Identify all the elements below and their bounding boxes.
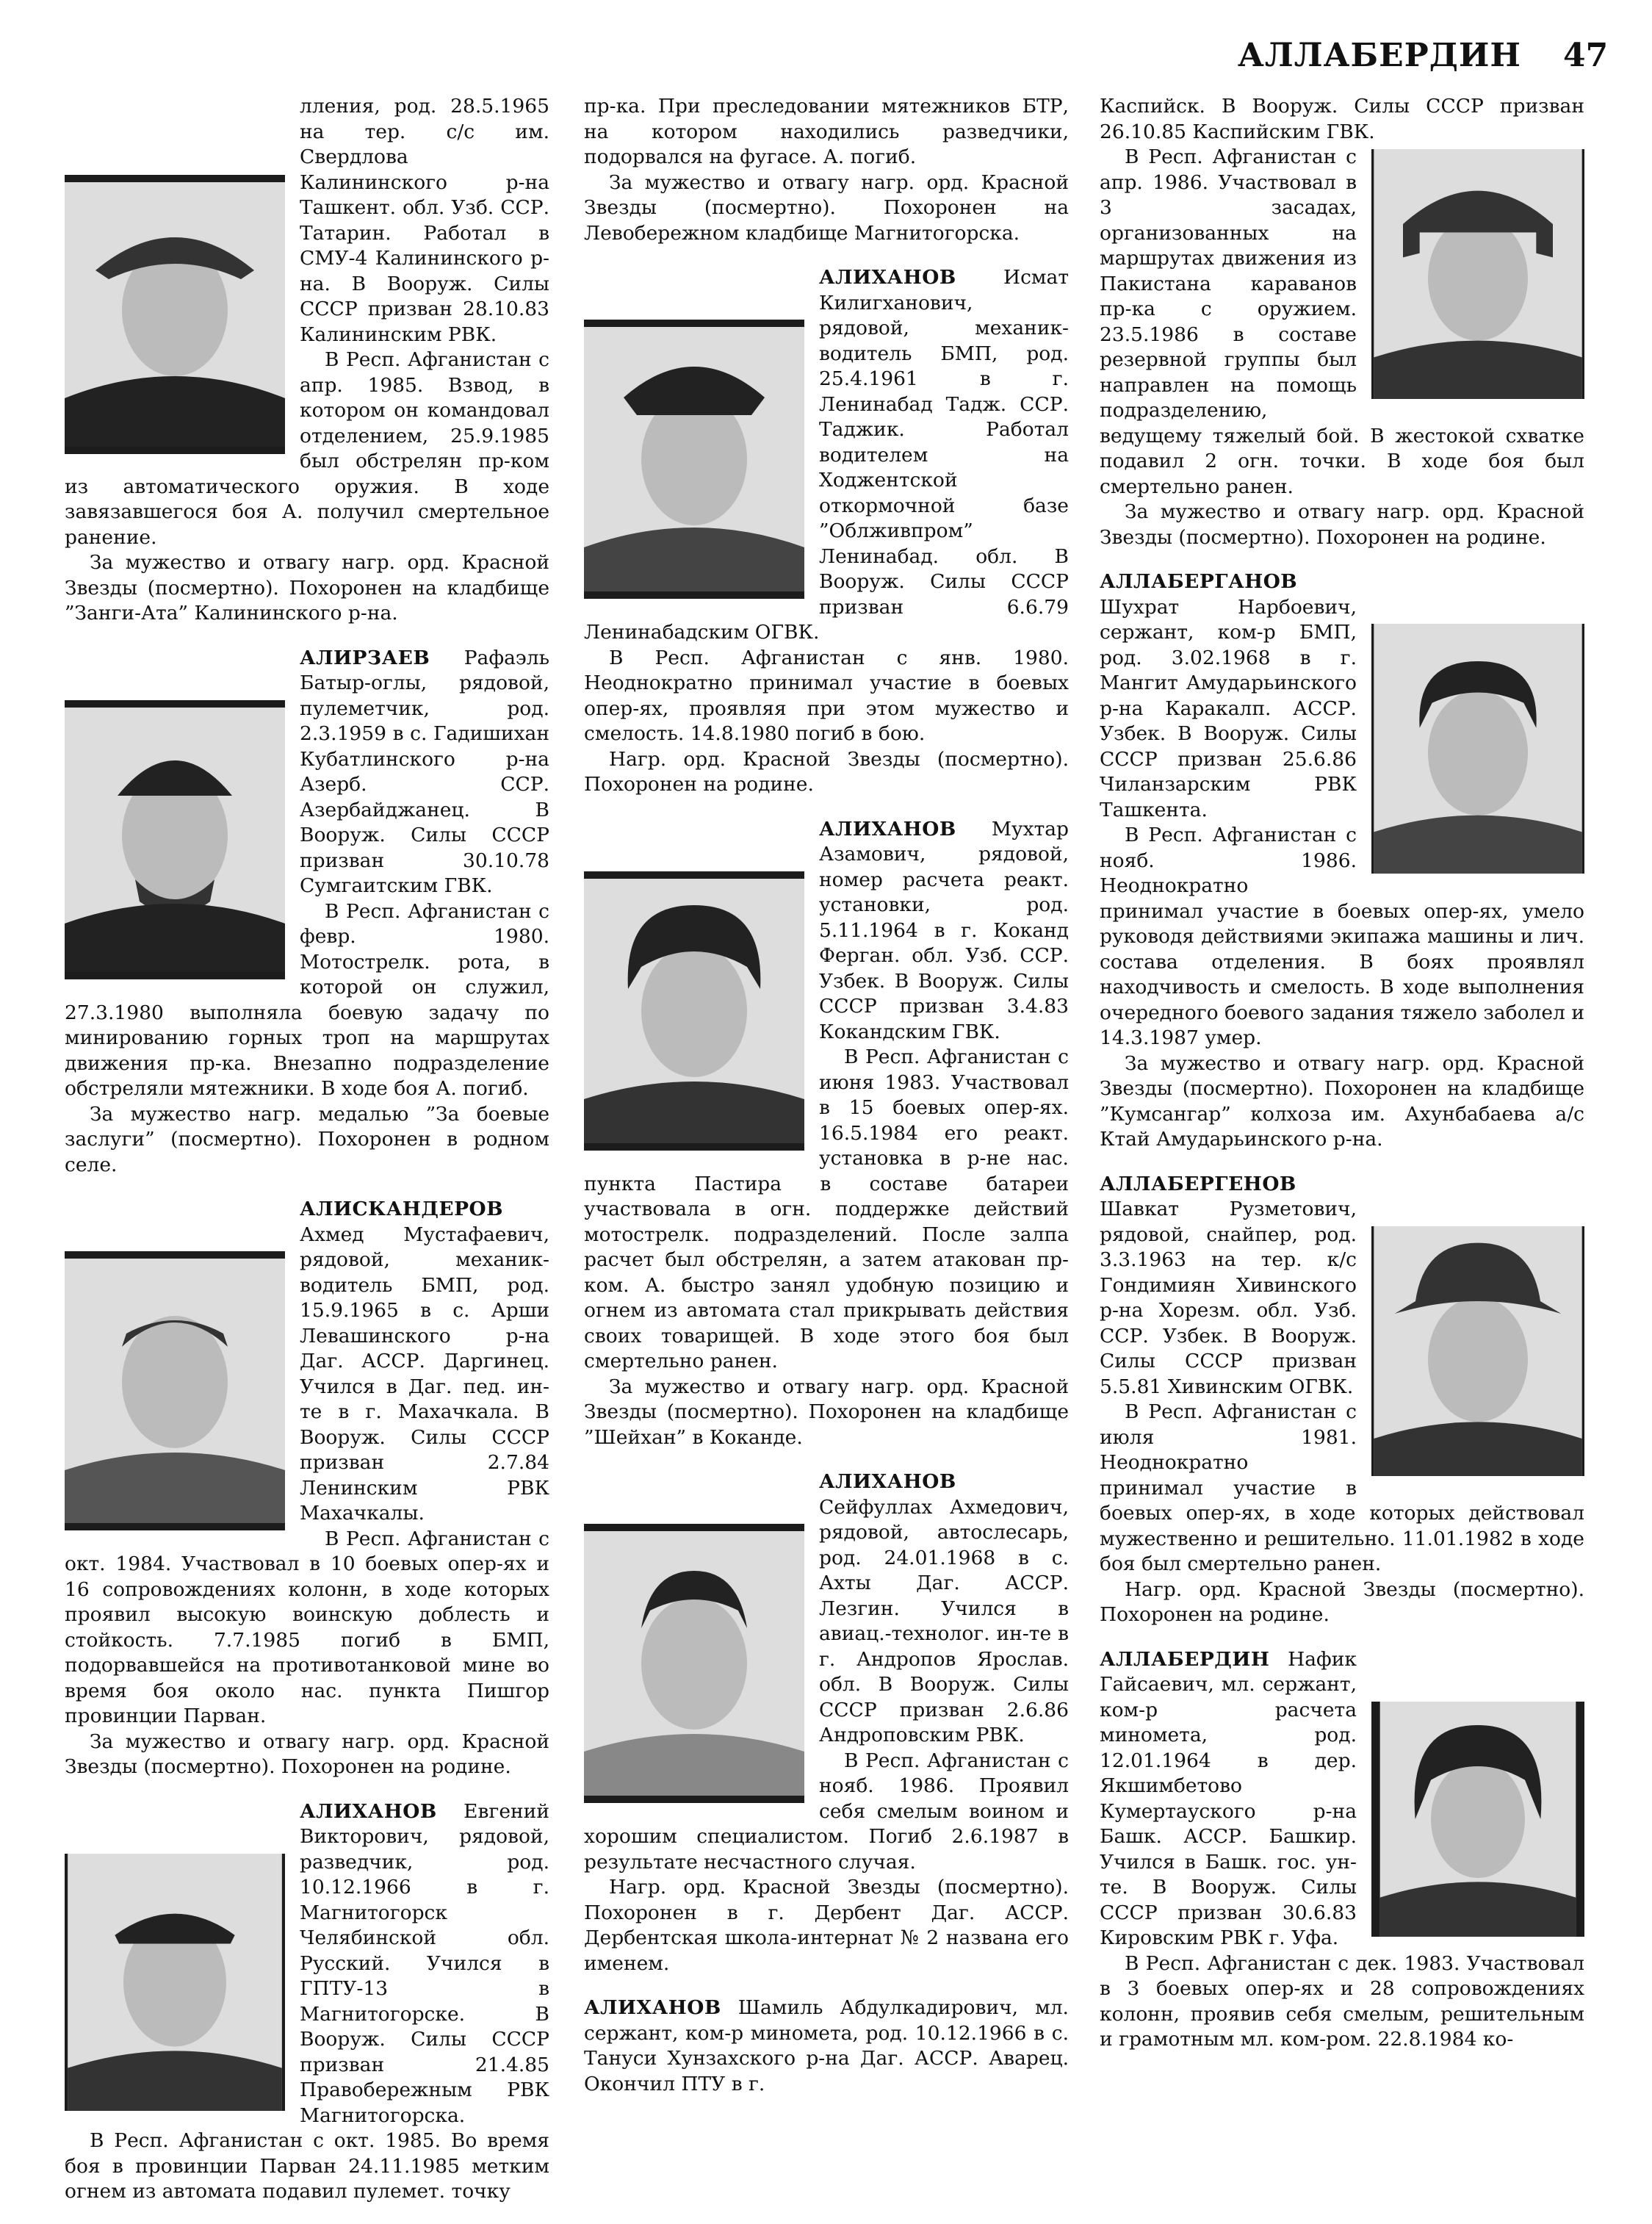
entry-surname: АЛИСКАНДЕРОВ [300, 1198, 504, 1220]
entry-body: лления, род. 28.5.1965 на тер. с/с им. Свердлова Калининского р-на Ташкент. обл. Узб. ССР. Татарин. Работал в СМУ-4 Калининского р-на. В Вооруж. Силы СССР призван 28.10.83 Калининским РВК. [300, 95, 549, 346]
entry-alikhanov-ismat [584, 265, 1069, 798]
portrait-photo [1371, 624, 1584, 874]
entry-service: В Респ. Афганистан с июля 1981. Неоднократно принимал участие в боевых опер-ях, в ходе которых действовал мужественно и решительно. 11.01.1982 в ходе боя был смертельно ранен. [1100, 1400, 1584, 1575]
entry-body: АЛЛАБЕРГАНОВ Шухрат Нарбоевич, сержант, ком-р БМП, род. 3.02.1968 в г. Мангит Амударьинского р-на Каракалп. АССР. Узбек. В Вооруж. Силы СССР призван 25.6.86 Чиланзарским РВК Ташкента. [1100, 570, 1357, 821]
entry-award: Нагр. орд. Красной Звезды (посмертно). Похоронен на родине. [1100, 1577, 1584, 1626]
column-3 [1100, 94, 1584, 2072]
entry-continued [1100, 94, 1584, 550]
entry-award: За мужество и отвагу нагр. орд. Красной Звезды (посмертно). Похоронен на кладбище ”Занги-Ата” Калининского р-на. [65, 551, 549, 625]
portrait-photo [584, 871, 804, 1151]
entry-surname: АЛИХАНОВ [819, 817, 956, 841]
entry-allaberdin [1100, 1647, 1584, 2053]
portrait-photo [65, 1854, 285, 2111]
entry-service: В Респ. Афганистан с окт. 1985. Во время боя в провинции Парван 24.11.1985 метким огнем из автомата подавил пулемет. точку [65, 2129, 549, 2203]
entry-allabergenov [1100, 1172, 1584, 1628]
entry-surname: АЛИХАНОВ [300, 1799, 437, 1823]
column-2 [584, 94, 1069, 2116]
entry-body: АЛИСКАНДЕРОВ Ахмед Мустафаевич, рядовой, механик-водитель БМП, род. 15.9.1965 в с. Арши Левашинского р-на Даг. АССР. Даргинец. Учился в Даг. пед. ин-те в г. Махачкала. В Вооруж. Силы СССР призван 2.7.84 Ленинским РВК Махачкалы. [300, 1198, 549, 1525]
entry-body: Каспийск. В Вооруж. Силы СССР призван 26.10.85 Каспийским ГВК. [1100, 95, 1584, 143]
entry-award: Нагр. орд. Красной Звезды (посмертно). Похоронен в г. Дербент Даг. АССР. Дербентская школа-интернат № 2 названа его именем. [584, 1876, 1069, 1975]
entry-body: АЛИХАНОВ Мухтар Азамович, рядовой, номер расчета реакт. установки, род. 5.11.1964 в г. Коканд Ферган. обл. Узб. ССР. Узбек. В Вооруж. Силы СССР призван 3.4.83 Кокандским ГВК. [819, 817, 1069, 1043]
entry-surname: АЛИХАНОВ [584, 1996, 721, 2019]
entry-body: АЛИХАНОВ Шамиль Абдулкадирович, мл. сержант, ком-р миномета, род. 10.12.1966 в с. Тануси Хунзахского р-на Даг. АССР. Аварец. Окончил ПТУ в г. [584, 1996, 1069, 2095]
entry-award: За мужество нагр. медалью ”За боевые заслуги” (посмертно). Похоронен в родном селе. [65, 1102, 549, 1176]
entry-service: В Респ. Афганистан с апр. 1985. Взвод, в котором он командовал отделением, 25.9.1985 был обстрелян пр-ком из автоматического оружия. В ходе завязавшегося боя А. получил смертельное ранение. [65, 348, 549, 549]
entry-service: В Респ. Афганистан с янв. 1980. Неоднократно принимал участие в боевых опер-ях, проявляя при этом мужество и смелость. 14.8.1980 погиб в бою. [584, 646, 1069, 745]
entry-alikhanov-shamil [584, 1996, 1069, 2097]
portrait-photo [584, 1524, 804, 1803]
entry-surname: АЛИХАНОВ [819, 266, 956, 289]
entry-service: В Респ. Афганистан с нояб. 1986. Неоднократно принимал участие в боевых опер-ях, умело руководя действиями экипажа машины и лич. состава отделения. В боях проявлял находчивость и смелость. В ходе выполнения очередного боевого задания тяжело заболел и 14.3.1987 умер. [1100, 824, 1584, 1049]
entry-body: АЛИРЗАЕВ Рафаэль Батыр-оглы, рядовой, пулеметчик, род. 2.3.1959 в с. Гадишихан Кубатлинского р-на Азерб. ССР. Азербайджанец. В Вооруж. Силы СССР призван 30.10.78 Сумгаитским ГВК. [300, 646, 549, 897]
entry-service: В Респ. Афганистан с июня 1983. Участвовал в 15 боевых опер-ях. 16.5.1984 его реакт. установка в р-не нас. пункта Пастира в составе батареи участвовала в огн. поддержке действий мотострелк. подразделений. После залпа расчет был обстрелян, а затем атакован пр-ком. А. быстро занял удобную позицию и огнем из автомата стал прикрывать действия своих товарищей. В ходе этого боя был смертельно ранен. [584, 1046, 1069, 1372]
entry-alikhanov-mukhtar [584, 817, 1069, 1451]
entry-service: В Респ. Афганистан с нояб. 1986. Проявил себя смелым воином и хорошим специалистом. Погиб 2.6.1987 в результате несчастного случая. [584, 1749, 1069, 1874]
entry-body: АЛЛАБЕРГЕНОВ Шавкат Рузметович, рядовой, снайпер, род. 3.3.1963 на тер. к/с Гондимиян Хивинского р-на Хорезм. обл. Узб. ССР. Узбек. В Вооруж. Силы СССР призван 5.5.81 Хивинским ОГВК. [1100, 1172, 1357, 1398]
entry-body: АЛИХАНОВ Сейфуллах Ахмедович, рядовой, автослесарь, род. 24.01.1968 в с. Ахты Даг. АССР. Лезгин. Учился в авиац.-технолог. ин-те в г. Андропов Ярослав. обл. В Вооруж. Силы СССР призван 2.6.86 Андроповским РВК. [819, 1470, 1069, 1746]
portrait-photo [65, 175, 285, 454]
portrait-photo [584, 320, 804, 599]
entry-surname: АЛИХАНОВ [819, 1470, 956, 1493]
entry-continued [584, 94, 1069, 246]
entry-alikhanov-evgeny [65, 1799, 549, 2205]
portrait-photo [65, 700, 285, 979]
entry-body: АЛИХАНОВ Исмат Килигханович, рядовой, механик-водитель БМП, род. 25.4.1961 в г. Ленинабад Тадж. ССР. Таджик. Работал водителем на Ходжентской откормочной базе ”Облживпром” Ленинабад. обл. В Вооруж. Силы СССР призван 6.6.79 Ленинабадским ОГВК. [584, 266, 1069, 644]
entry-award: За мужество и отвагу нагр. орд. Красной Звезды (посмертно). Похоронен на кладбище ”Шейхан” в Коканде. [584, 1375, 1069, 1449]
entry-award: За мужество и отвагу нагр. орд. Красной Звезды (посмертно). Похоронен на родине. [65, 1730, 549, 1778]
column-1 [65, 94, 549, 2224]
entry-surname: АЛИРЗАЕВ [300, 646, 430, 669]
entry-aliskanderov [65, 1197, 549, 1780]
entry-surname: АЛЛАБЕРГЕНОВ [1100, 1172, 1296, 1195]
entry-service: В Респ. Афганистан с дек. 1983. Участвовал в 3 боевых опер-ях и 28 сопровождениях колонн, проявив себя смелым, решительным и грамотным мл. ком-ром. 22.8.1984 ко- [1100, 1951, 1584, 2051]
entry-alikhanov-seyfullakh [584, 1469, 1069, 1976]
entry-award: За мужество и отвагу нагр. орд. Красной Звезды (посмертно). Похоронен на родине. [1100, 500, 1584, 549]
page-number: 47 [1563, 37, 1609, 74]
entry-award: За мужество и отвагу нагр. орд. Красной Звезды (посмертно). Похоронен на Левобережном кладбище Магнитогорска. [584, 170, 1069, 245]
portrait-photo [1371, 1226, 1584, 1476]
portrait-photo [65, 1251, 285, 1530]
running-head-title: АЛЛАБЕРДИН [1238, 37, 1521, 74]
entry-service: В Респ. Афганистан с апр. 1986. Участвовал в 3 засадах, организованных на маршрутах движения из Пакистана караванов пр-ка с оружием. 23.5.1986 в составе резервной группы был направлен на помощь подразделению, ведущему тяжелый бой. В жестокой схватке подавил 2 огн. точки. В ходе боя был смертельно ранен. [1100, 145, 1584, 498]
entry-body: пр-ка. При преследовании мятежников БТР, на котором находились разведчики, подорвался на фугасе. А. погиб. [584, 95, 1069, 168]
portrait-photo [1371, 149, 1584, 399]
entry-body: АЛЛАБЕРДИН Нафик Гайсаевич, мл. сержант, ком-р расчета миномета, род. 12.01.1964 в дер. Якшимбетово Кумертауского р-на Башк. АССР. Башкир. Учился в Башк. гос. ун-те. В Вооруж. Силы СССР призван 30.6.83 Кировским РВК г. Уфа. [1100, 1647, 1357, 1949]
entry-alirzaev [65, 646, 549, 1178]
entry-surname: АЛЛАБЕРГАНОВ [1100, 570, 1298, 593]
entry-award: За мужество и отвагу нагр. орд. Красной Звезды (посмертно). Похоронен на кладбище ”Кумсангар” колхоза им. Ахунбабаева а/с Ктай Амударьинского р-на. [1100, 1051, 1584, 1151]
entry-body: АЛИХАНОВ Евгений Викторович, рядовой, разведчик, род. 10.12.1966 в г. Магнитогорск Челябинской обл. Русский. Учился в ГПТУ-13 в Магнитогорске. В Вооруж. Силы СССР призван 21.4.85 Правобережным РВК Магнитогорска. [300, 1799, 549, 2127]
entry-service: В Респ. Афганистан с окт. 1984. Участвовал в 10 боевых опер-ях и 16 сопровождениях колонн, в ходе которых проявил высокую воинскую доблесть и стойкость. 7.7.1985 погиб в БМП, подорвавшейся на противотанковой мине во время боя около нас. пункта Пишгор провинции Парван. [65, 1527, 549, 1727]
entry-continued [65, 94, 549, 627]
entry-surname: АЛЛАБЕРДИН [1100, 1647, 1270, 1671]
entry-allaberganov [1100, 569, 1584, 1153]
entry-award: Нагр. орд. Красной Звезды (посмертно). Похоронен на родине. [584, 747, 1069, 796]
entry-service: В Респ. Афганистан с февр. 1980. Мотострелк. рота, в которой он служил, 27.3.1980 выполняла боевую задачу по минированию горных троп на маршрутах движения пр-ка. Внезапно подразделение обстреляли мятежники. В ходе боя А. погиб. [65, 899, 549, 1100]
portrait-photo [1371, 1702, 1584, 1937]
